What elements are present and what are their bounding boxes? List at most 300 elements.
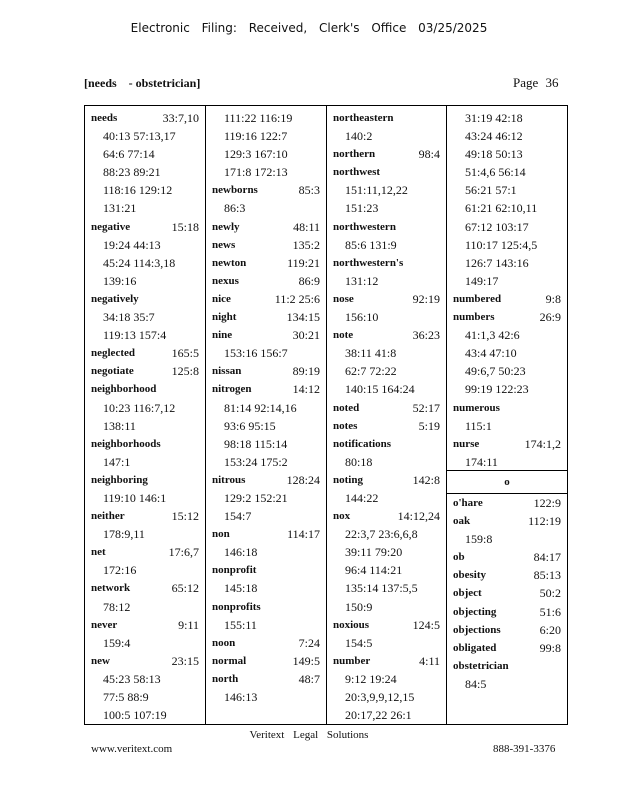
page-ref: 43:4 47:10: [465, 346, 517, 361]
index-term: normal: [212, 654, 247, 667]
index-page-refs: [91, 326, 199, 344]
index-entry: [91, 579, 199, 597]
index-term: northern: [333, 148, 376, 161]
page-ref: 144:22: [345, 490, 379, 505]
index-term: nitrous: [212, 473, 246, 486]
page-ref: 149:5: [292, 653, 320, 668]
index-entry: [453, 584, 561, 602]
index-page-refs: [333, 181, 440, 199]
index-entry: [212, 670, 320, 688]
page-ref: 20:3,9,9,12,15: [345, 690, 415, 704]
page-ref: 26:9: [539, 310, 561, 325]
footer-website: www.veritext.com: [91, 743, 173, 755]
index-page-refs: [91, 670, 199, 688]
word-index-table: [84, 105, 568, 725]
index-page-refs: [91, 598, 199, 616]
page-ref: 86:9: [298, 273, 320, 288]
index-entry: [212, 380, 320, 398]
page-ref: 151:23: [345, 201, 379, 216]
index-page-refs: [453, 127, 561, 145]
index-entry: [453, 308, 561, 326]
index-entry: [91, 507, 199, 525]
page-ref: 159:8: [465, 532, 493, 547]
index-page-refs: [212, 453, 320, 471]
index-term: negatively: [91, 292, 139, 305]
index-entry: [212, 634, 320, 652]
page-ref: 30:21: [292, 328, 320, 343]
index-entry: [333, 163, 440, 181]
page-ref: 88:23 89:21: [103, 165, 161, 180]
page-ref: 174:1,2: [524, 436, 561, 451]
index-entry: [333, 326, 440, 344]
index-page-refs: [453, 380, 561, 398]
index-page-refs: [212, 199, 320, 217]
index-column-2: [206, 106, 327, 724]
index-page-refs: [212, 163, 320, 181]
index-term: new: [91, 654, 110, 667]
index-entry: [453, 548, 561, 566]
index-page-refs: [453, 675, 561, 693]
page-ref: 112:19: [528, 514, 561, 529]
page-ref: 56:21 57:1: [465, 183, 517, 198]
index-page-refs: [212, 616, 320, 634]
index-term: oak: [453, 515, 471, 528]
page-ref: 20:17,22 26:1: [345, 708, 412, 723]
page-ref: 49:18 50:13: [465, 147, 523, 162]
index-term: noon: [212, 636, 236, 649]
page-ref: 128:24: [286, 472, 320, 487]
index-entry: [453, 290, 561, 308]
page-ref: 99:8: [539, 640, 561, 655]
index-page-refs: [212, 435, 320, 453]
index-page-refs: [453, 326, 561, 344]
page-ref: 100:5 107:19: [103, 708, 167, 723]
index-page-refs: [91, 688, 199, 706]
index-page-refs: [333, 127, 440, 145]
page-ref: 119:13 157:4: [103, 328, 167, 343]
index-entry: [333, 399, 440, 417]
index-term: neighborhoods: [91, 437, 161, 450]
index-term: nurse: [453, 437, 480, 450]
page-ref: 119:16 122:7: [224, 129, 288, 144]
page-ref: 92:19: [412, 291, 440, 306]
index-page-refs: [91, 308, 199, 326]
index-entry: [212, 471, 320, 489]
page-ref: 89:19: [292, 364, 320, 379]
page-ref: 34:18 35:7: [103, 310, 155, 325]
index-page-refs: [333, 598, 440, 616]
index-page-refs: [453, 530, 561, 548]
page-ref: 14:12: [292, 382, 320, 397]
index-page-refs: [212, 344, 320, 362]
index-term: nissan: [212, 365, 242, 378]
index-term: newly: [212, 220, 240, 233]
index-entry: [333, 507, 440, 525]
index-term: negotiate: [91, 365, 134, 378]
index-term: net: [91, 546, 106, 559]
index-term: noted: [333, 401, 360, 414]
page-ref: 122:9: [533, 496, 561, 510]
index-term: nine: [212, 329, 233, 342]
page-ref: 6:20: [539, 622, 561, 637]
index-term: news: [212, 238, 236, 251]
index-page-refs: [212, 579, 320, 597]
index-entry: [91, 109, 199, 127]
index-term: objections: [453, 623, 501, 636]
index-term: network: [91, 582, 131, 595]
index-page-refs: [91, 417, 199, 435]
page-ref: 172:16: [103, 563, 137, 578]
page-ref: 171:8 172:13: [224, 165, 288, 180]
index-term: obesity: [453, 569, 486, 582]
index-entry: [333, 109, 440, 127]
index-term: northwestern: [333, 220, 396, 233]
page-ref: 19:24 44:13: [103, 237, 161, 252]
page-ref: 36:23: [412, 328, 440, 343]
page-ref: 48:11: [293, 219, 320, 234]
page-ref: 126:7 143:16: [465, 255, 529, 270]
page-number: Page 36: [513, 75, 559, 90]
index-term: neighborhood: [91, 383, 157, 396]
index-term: ob: [453, 551, 465, 564]
index-column-3: [327, 106, 447, 724]
index-page-refs: [91, 634, 199, 652]
index-column-1: [85, 106, 206, 724]
index-range-label: [needs - obstetrician]: [84, 76, 201, 90]
index-term: nexus: [212, 274, 239, 287]
index-term: newborns: [212, 184, 258, 197]
index-page-refs: [91, 706, 199, 724]
index-page-refs: [91, 489, 199, 507]
index-term: noting: [333, 473, 363, 486]
index-term: northeastern: [333, 112, 394, 124]
index-term: neglected: [91, 347, 135, 360]
index-page-refs: [333, 688, 440, 706]
index-page-refs: [453, 453, 561, 471]
index-entry: [212, 561, 320, 579]
page-ref: 9:12 19:24: [345, 671, 397, 686]
page-ref: 146:18: [224, 545, 258, 560]
index-term: non: [212, 528, 230, 541]
index-page-refs: [333, 199, 440, 217]
index-page-refs: [333, 236, 440, 254]
index-page-refs: [212, 145, 320, 163]
page-ref: 98:4: [418, 147, 440, 162]
page-ref: 52:17: [412, 400, 440, 415]
index-page-refs: [333, 634, 440, 652]
page-ref: 114:17: [287, 527, 320, 542]
index-entry: [333, 435, 440, 453]
index-page-refs: [212, 507, 320, 525]
page-ref: 155:11: [224, 617, 257, 632]
index-entry: [212, 598, 320, 616]
index-term: neighboring: [91, 473, 148, 486]
page-ref: 119:21: [287, 255, 320, 270]
page-ref: 9:8: [545, 291, 561, 306]
page-ref: 131:12: [345, 273, 379, 288]
page-ref: 96:4 114:21: [345, 563, 403, 578]
index-entry: [91, 471, 199, 489]
page-ref: 149:17: [465, 273, 499, 288]
page-ref: 131:21: [103, 201, 137, 216]
index-page-refs: [91, 145, 199, 163]
page-ref: 135:2: [292, 237, 320, 252]
index-term: o'hare: [453, 497, 483, 509]
index-term: noxious: [333, 618, 370, 631]
page-ref: 65:12: [171, 581, 199, 596]
footer-company: Veritext Legal Solutions: [249, 729, 369, 741]
index-entry: [453, 399, 561, 417]
index-entry: [91, 435, 199, 453]
index-entry: [212, 181, 320, 199]
index-term: notifications: [333, 437, 392, 450]
index-term: northwestern's: [333, 256, 404, 269]
page-ref: 139:16: [103, 273, 137, 288]
index-entry: [91, 543, 199, 561]
index-page-refs: [333, 561, 440, 579]
index-term: obligated: [453, 641, 497, 654]
index-term: numbers: [453, 311, 495, 324]
index-page-refs: [212, 688, 320, 706]
index-entry: [453, 621, 561, 639]
index-page-refs: [91, 453, 199, 471]
page-ref: 43:24 46:12: [465, 129, 523, 144]
index-entry: [453, 494, 561, 512]
index-term: never: [91, 618, 118, 631]
index-page-refs: [453, 163, 561, 181]
index-entry: [91, 218, 199, 236]
index-page-refs: [333, 453, 440, 471]
index-entry: [333, 417, 440, 435]
index-page-refs: [333, 489, 440, 507]
index-entry: [333, 145, 440, 163]
page-ref: 165:5: [171, 346, 199, 361]
page-ref: 41:1,3 42:6: [465, 328, 520, 343]
page-ref: 51:6: [539, 604, 561, 619]
index-term: object: [453, 587, 482, 600]
index-entry: [453, 657, 561, 675]
page-ref: 159:4: [103, 635, 131, 650]
index-page-refs: [453, 236, 561, 254]
page-ref: 145:18: [224, 581, 258, 596]
index-entry: [91, 616, 199, 634]
page-ref: 80:18: [345, 454, 373, 469]
index-page-refs: [333, 362, 440, 380]
index-page-refs: [212, 543, 320, 561]
index-column-4: [447, 106, 567, 724]
index-entry: [333, 290, 440, 308]
page-ref: 45:24 114:3,18: [103, 255, 176, 270]
index-page-refs: [333, 706, 440, 724]
index-page-refs: [91, 181, 199, 199]
index-page-refs: [453, 181, 561, 199]
page-ref: 138:11: [103, 418, 136, 433]
index-entry: [91, 290, 199, 308]
index-page-refs: [212, 399, 320, 417]
page-ref: 4:11: [419, 653, 440, 668]
page-ref: 93:6 95:15: [224, 418, 276, 433]
index-entry: [212, 254, 320, 272]
index-entry: [212, 218, 320, 236]
index-term: notes: [333, 419, 358, 432]
index-page-refs: [333, 308, 440, 326]
letter-section-heading: o: [447, 470, 567, 494]
index-term: nice: [212, 292, 231, 305]
page-ref: 85:3: [298, 183, 320, 198]
index-term: note: [333, 329, 354, 342]
page-ref: 110:17 125:4,5: [465, 237, 538, 252]
page-ref: 31:19 42:18: [465, 111, 523, 125]
index-page-refs: [333, 344, 440, 362]
index-term: needs: [91, 112, 118, 124]
page-ref: 39:11 79:20: [345, 545, 403, 560]
index-term: numbered: [453, 292, 502, 305]
page-ref: 23:15: [171, 653, 199, 668]
index-term: nose: [333, 292, 354, 305]
index-term: nitrogen: [212, 383, 252, 396]
index-page-refs: [333, 670, 440, 688]
page-ref: 140:2: [345, 129, 373, 144]
page-ref: 50:2: [539, 586, 561, 601]
page-ref: 154:7: [224, 509, 252, 524]
page-ref: 178:9,11: [103, 527, 145, 542]
index-page-refs: [91, 163, 199, 181]
index-entry: [333, 652, 440, 670]
page-ref: 156:10: [345, 310, 379, 325]
page-ref: 9:11: [178, 617, 199, 632]
index-entry: [212, 362, 320, 380]
page-ref: 48:7: [298, 671, 320, 686]
index-page-refs: [212, 417, 320, 435]
footer-phone: 888-391-3376: [493, 743, 556, 755]
index-page-refs: [453, 362, 561, 380]
page-ref: 124:5: [412, 617, 440, 632]
page-ref: 153:24 175:2: [224, 454, 288, 469]
page-ref: 64:6 77:14: [103, 147, 155, 162]
index-page-refs: [453, 254, 561, 272]
index-page-refs: [333, 380, 440, 398]
page-ref: 146:13: [224, 690, 258, 704]
page-ref: 51:4,6 56:14: [465, 165, 526, 180]
page-ref: 81:14 92:14,16: [224, 400, 297, 415]
index-term: north: [212, 672, 239, 685]
page-ref: 119:10 146:1: [103, 490, 167, 505]
index-page-refs: [333, 579, 440, 597]
page-ref: 33:7,10: [162, 111, 199, 125]
index-page-refs: [453, 218, 561, 236]
page-ref: 85:13: [533, 568, 561, 583]
index-page-refs: [453, 199, 561, 217]
index-term: nonprofits: [212, 600, 261, 613]
page-ref: 38:11 41:8: [345, 346, 397, 361]
page-ref: 77:5 88:9: [103, 690, 149, 704]
page-ref: 11:2 25:6: [274, 291, 320, 306]
index-page-refs: [91, 254, 199, 272]
page-ref: 85:6 131:9: [345, 237, 397, 252]
index-page-refs: [212, 489, 320, 507]
index-page-refs: [212, 109, 320, 127]
page-ref: 78:12: [103, 599, 131, 614]
index-term: newton: [212, 256, 247, 269]
index-page-refs: [333, 525, 440, 543]
index-entry: [91, 380, 199, 398]
index-term: neither: [91, 510, 125, 523]
index-entry: [212, 290, 320, 308]
page-ref: 99:19 122:23: [465, 382, 529, 397]
index-term: negative: [91, 220, 131, 233]
index-entry: [212, 308, 320, 326]
index-entry: [212, 326, 320, 344]
index-entry: [333, 616, 440, 634]
index-term: nonprofit: [212, 564, 257, 577]
index-page-refs: [453, 109, 561, 127]
page-ref: 154:5: [345, 635, 373, 650]
index-entry: [453, 512, 561, 530]
index-entry: [91, 652, 199, 670]
page-ref: 174:11: [465, 454, 498, 469]
page-ref: 153:16 156:7: [224, 346, 288, 361]
page-ref: 45:23 58:13: [103, 671, 161, 686]
index-page-refs: [453, 272, 561, 290]
index-entry: [91, 362, 199, 380]
index-page-refs: [333, 272, 440, 290]
index-entry: [333, 471, 440, 489]
page-ref: 49:6,7 50:23: [465, 364, 526, 379]
page-ref: 118:16 129:12: [103, 183, 173, 198]
index-entry: [333, 254, 440, 272]
page-ref: 129:3 167:10: [224, 147, 288, 162]
page-ref: 150:9: [345, 599, 373, 614]
index-term: objecting: [453, 605, 497, 618]
page-ref: 15:12: [171, 509, 199, 524]
page-ref: 140:15 164:24: [345, 382, 415, 397]
index-entry: [212, 272, 320, 290]
index-entry: [91, 344, 199, 362]
filing-stamp-header: Electronic Filing: Received, Clerk's Office 03/25/2025: [130, 21, 488, 35]
index-page-refs: [453, 145, 561, 163]
page-ref: 151:11,12,22: [345, 183, 408, 198]
page-ref: 15:18: [171, 219, 199, 234]
index-page-refs: [212, 127, 320, 145]
page-ref: 142:8: [412, 472, 440, 487]
index-page-refs: [91, 236, 199, 254]
page-ref: 5:19: [418, 418, 440, 433]
page-ref: 17:6,7: [168, 545, 199, 560]
page-ref: 98:18 115:14: [224, 436, 288, 451]
page-ref: 135:14 137:5,5: [345, 581, 418, 596]
index-entry: [333, 218, 440, 236]
page-ref: 134:15: [286, 310, 320, 325]
index-page-refs: [91, 272, 199, 290]
index-page-refs: [91, 399, 199, 417]
page-ref: 62:7 72:22: [345, 364, 397, 379]
index-term: number: [333, 654, 371, 667]
index-page-refs: [91, 127, 199, 145]
index-page-refs: [91, 199, 199, 217]
index-entry: [453, 603, 561, 621]
index-page-refs: [453, 344, 561, 362]
page-ref: 129:2 152:21: [224, 490, 288, 505]
page-ref: 86:3: [224, 201, 246, 216]
index-term: night: [212, 311, 237, 324]
index-entry: [453, 639, 561, 657]
page-ref: 22:3,7 23:6,6,8: [345, 527, 418, 542]
index-page-refs: [453, 417, 561, 435]
page-ref: 84:17: [533, 550, 561, 565]
index-term: northwest: [333, 166, 381, 179]
index-page-refs: [91, 525, 199, 543]
page-ref: 67:12 103:17: [465, 219, 529, 234]
